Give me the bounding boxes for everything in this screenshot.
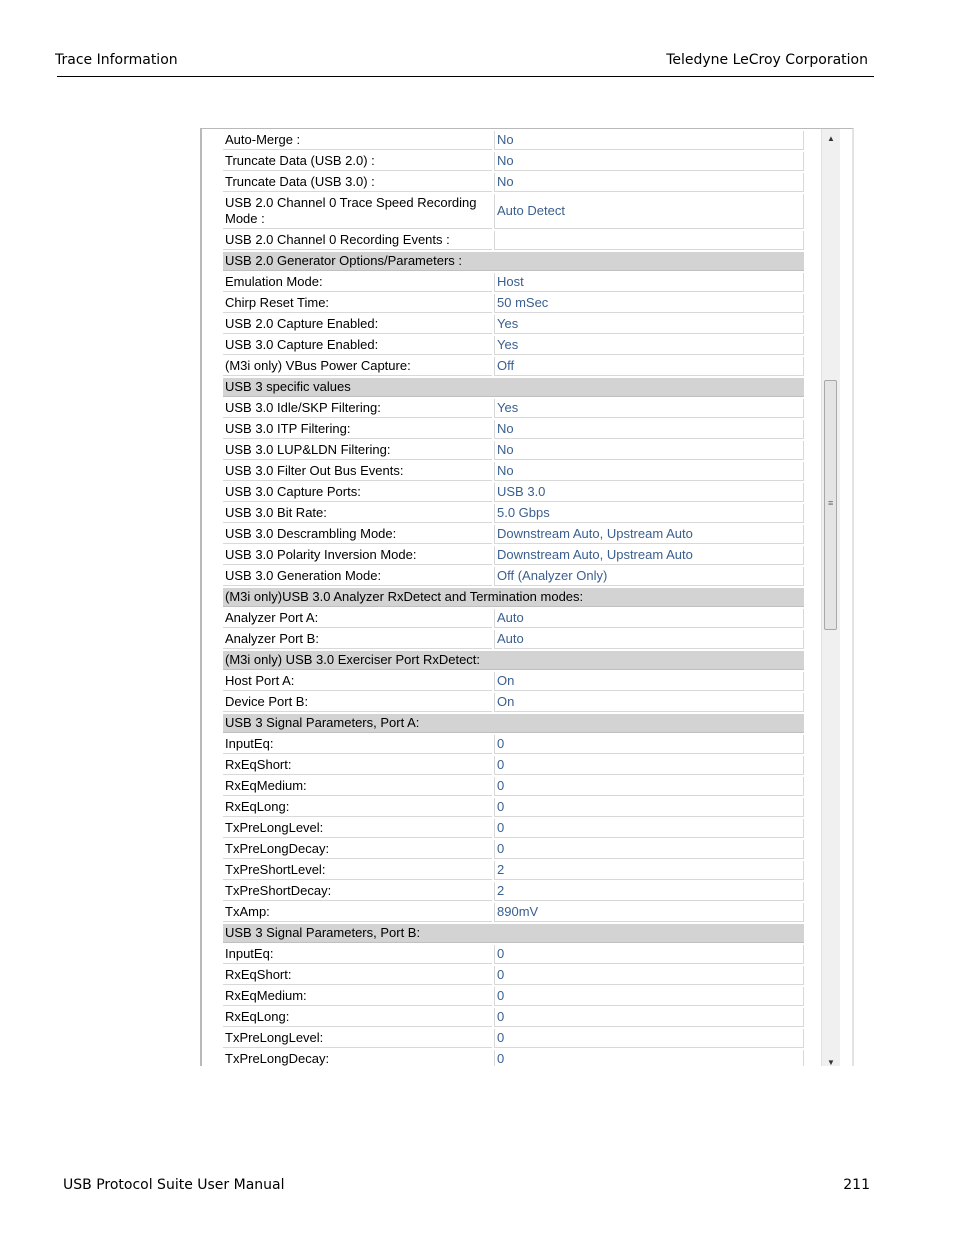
property-name: USB 3.0 Polarity Inversion Mode: <box>223 546 492 565</box>
property-value: Auto <box>494 609 804 628</box>
property-name: TxAmp: <box>223 903 492 922</box>
property-name: Analyzer Port A: <box>223 609 492 628</box>
property-value: 0 <box>494 987 804 1006</box>
table-row <box>223 672 804 691</box>
trace-info-table <box>223 131 804 1066</box>
property-value: 2 <box>494 861 804 880</box>
table-row <box>223 798 804 817</box>
table-row <box>223 840 804 859</box>
scrollbar-thumb[interactable] <box>824 380 837 630</box>
table-row <box>223 357 804 376</box>
property-name: USB 3.0 Generation Mode: <box>223 567 492 586</box>
trace-info-panel <box>200 128 854 1066</box>
page-number: 211 <box>843 1177 870 1193</box>
property-name: Auto-Merge : <box>223 131 492 150</box>
property-name: TxPreShortLevel: <box>223 861 492 880</box>
header-rule <box>57 76 874 77</box>
table-row <box>223 735 804 754</box>
property-name: USB 3.0 Idle/SKP Filtering: <box>223 399 492 418</box>
property-name: USB 3.0 Descrambling Mode: <box>223 525 492 544</box>
property-name: Device Port B: <box>223 693 492 712</box>
table-row <box>223 194 804 229</box>
property-value: 0 <box>494 966 804 985</box>
property-value: Yes <box>494 315 804 334</box>
section-header-row <box>223 714 804 733</box>
property-name: RxEqMedium: <box>223 777 492 796</box>
property-name: Truncate Data (USB 2.0) : <box>223 152 492 171</box>
section-title: USB 3 Signal Parameters, Port B: <box>223 924 804 943</box>
table-row <box>223 231 804 250</box>
property-value: 890mV <box>494 903 804 922</box>
table-row <box>223 966 804 985</box>
property-value: 0 <box>494 1008 804 1027</box>
property-value <box>494 231 804 250</box>
property-name: USB 3.0 LUP&LDN Filtering: <box>223 441 492 460</box>
table-row <box>223 462 804 481</box>
property-value: 0 <box>494 1050 804 1066</box>
property-name: Chirp Reset Time: <box>223 294 492 313</box>
table-row <box>223 336 804 355</box>
property-value: 0 <box>494 777 804 796</box>
property-value: On <box>494 672 804 691</box>
table-row <box>223 777 804 796</box>
property-value: Yes <box>494 399 804 418</box>
property-value: USB 3.0 <box>494 483 804 502</box>
table-row <box>223 756 804 775</box>
property-name: InputEq: <box>223 945 492 964</box>
property-name: Truncate Data (USB 3.0) : <box>223 173 492 192</box>
property-name: RxEqShort: <box>223 966 492 985</box>
property-name: USB 3.0 Filter Out Bus Events: <box>223 462 492 481</box>
property-name: USB 3.0 Capture Enabled: <box>223 336 492 355</box>
property-value: 0 <box>494 735 804 754</box>
table-row <box>223 609 804 628</box>
section-header-row <box>223 651 804 670</box>
section-title: (M3i only) USB 3.0 Exerciser Port RxDetect: <box>223 651 804 670</box>
property-name: Host Port A: <box>223 672 492 691</box>
section-title: USB 3 specific values <box>223 378 804 397</box>
section-header-row <box>223 588 804 607</box>
table-row <box>223 173 804 192</box>
scroll-down-icon[interactable]: ▼ <box>827 1058 835 1066</box>
property-name: RxEqLong: <box>223 798 492 817</box>
running-footer-left: USB Protocol Suite User Manual <box>63 1177 285 1193</box>
property-value: Downstream Auto, Upstream Auto <box>494 525 804 544</box>
table-row <box>223 1029 804 1048</box>
property-name: TxPreLongDecay: <box>223 840 492 859</box>
property-value: No <box>494 152 804 171</box>
scroll-up-icon[interactable]: ▲ <box>827 134 835 143</box>
property-name: Analyzer Port B: <box>223 630 492 649</box>
table-row <box>223 882 804 901</box>
table-row <box>223 819 804 838</box>
property-value: Host <box>494 273 804 292</box>
property-value: 0 <box>494 840 804 859</box>
table-row <box>223 273 804 292</box>
section-header-row <box>223 924 804 943</box>
property-value: On <box>494 693 804 712</box>
property-value: 0 <box>494 798 804 817</box>
property-value: 5.0 Gbps <box>494 504 804 523</box>
property-name: TxPreLongLevel: <box>223 819 492 838</box>
property-name: Emulation Mode: <box>223 273 492 292</box>
property-value: 0 <box>494 1029 804 1048</box>
table-row <box>223 525 804 544</box>
table-row <box>223 420 804 439</box>
property-value: 0 <box>494 819 804 838</box>
property-value: Auto <box>494 630 804 649</box>
table-row <box>223 987 804 1006</box>
property-name: USB 3.0 Bit Rate: <box>223 504 492 523</box>
property-value: Yes <box>494 336 804 355</box>
table-row <box>223 294 804 313</box>
property-value: No <box>494 462 804 481</box>
property-name: TxPreShortDecay: <box>223 882 492 901</box>
property-value: 50 mSec <box>494 294 804 313</box>
property-value: No <box>494 173 804 192</box>
property-name: TxPreLongLevel: <box>223 1029 492 1048</box>
property-name: USB 2.0 Capture Enabled: <box>223 315 492 334</box>
table-row <box>223 504 804 523</box>
property-name: USB 3.0 Capture Ports: <box>223 483 492 502</box>
property-name: USB 3.0 ITP Filtering: <box>223 420 492 439</box>
running-header-right: Teledyne LeCroy Corporation <box>666 52 868 68</box>
table-row <box>223 399 804 418</box>
property-name: InputEq: <box>223 735 492 754</box>
property-name: TxPreLongDecay: <box>223 1050 492 1066</box>
table-row <box>223 903 804 922</box>
property-name: (M3i only) VBus Power Capture: <box>223 357 492 376</box>
property-value: Off <box>494 357 804 376</box>
property-name: RxEqMedium: <box>223 987 492 1006</box>
property-value: 0 <box>494 945 804 964</box>
table-row <box>223 483 804 502</box>
table-row <box>223 441 804 460</box>
table-row <box>223 945 804 964</box>
table-row <box>223 861 804 880</box>
property-value: No <box>494 420 804 439</box>
property-name: RxEqLong: <box>223 1008 492 1027</box>
section-title: (M3i only)USB 3.0 Analyzer RxDetect and Termination modes: <box>223 588 804 607</box>
property-value: Downstream Auto, Upstream Auto <box>494 546 804 565</box>
table-row <box>223 546 804 565</box>
table-row <box>223 152 804 171</box>
vertical-scrollbar[interactable] <box>821 129 840 1066</box>
section-title: USB 3 Signal Parameters, Port A: <box>223 714 804 733</box>
table-row <box>223 1050 804 1066</box>
table-row <box>223 1008 804 1027</box>
section-header-row <box>223 252 804 271</box>
property-value: Off (Analyzer Only) <box>494 567 804 586</box>
section-header-row <box>223 378 804 397</box>
table-row <box>223 131 804 150</box>
property-value: 2 <box>494 882 804 901</box>
table-row <box>223 630 804 649</box>
grip-icon: ≡ <box>828 498 834 508</box>
property-name: RxEqShort: <box>223 756 492 775</box>
table-row <box>223 693 804 712</box>
table-row <box>223 315 804 334</box>
running-header-left: Trace Information <box>55 52 178 68</box>
property-value: No <box>494 441 804 460</box>
property-name: USB 2.0 Channel 0 Trace Speed Recording Mode : <box>223 194 492 229</box>
table-row <box>223 567 804 586</box>
property-value: Auto Detect <box>494 194 804 229</box>
property-value: No <box>494 131 804 150</box>
property-name: USB 2.0 Channel 0 Recording Events : <box>223 231 492 250</box>
section-title: USB 2.0 Generator Options/Parameters : <box>223 252 804 271</box>
property-value: 0 <box>494 756 804 775</box>
